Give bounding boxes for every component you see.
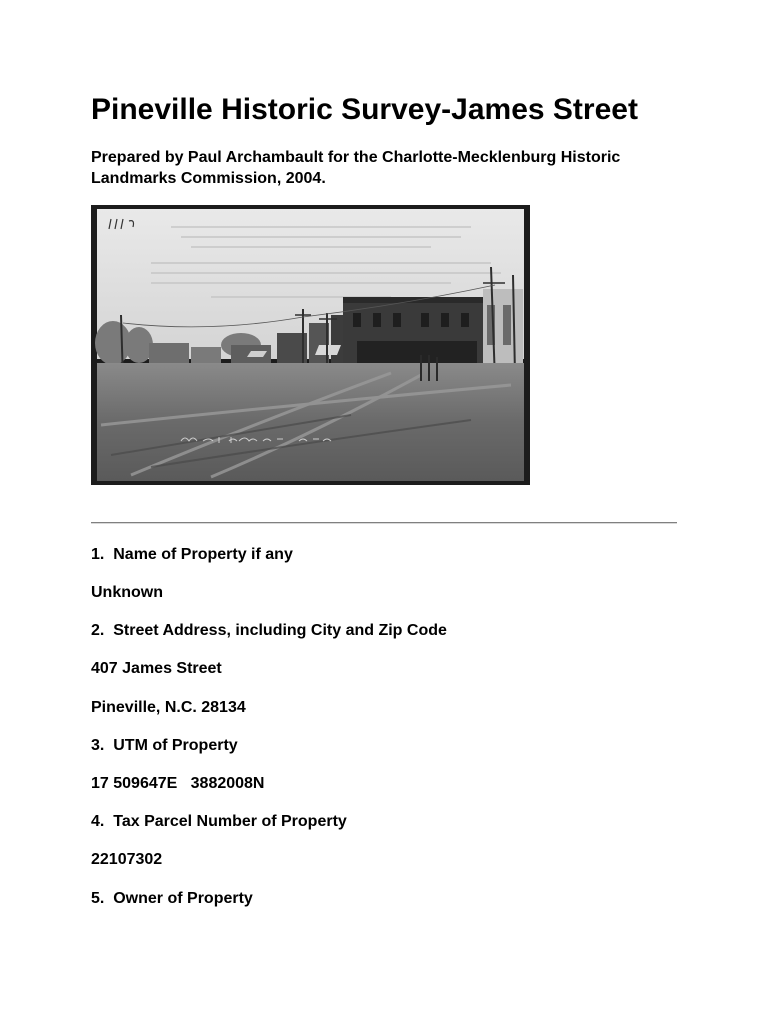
document-subtitle: Prepared by Paul Archambault for the Charlotte-Mecklenburg Historic Landmarks Commission, 2004. [91, 149, 621, 187]
section-3-heading: 3. UTM of Property [91, 737, 238, 754]
section-1-value: Unknown [91, 584, 163, 601]
section-2-value-city: Pineville, N.C. 28134 [91, 699, 246, 716]
section-1-heading: 1. Name of Property if any [91, 546, 293, 563]
section-2-value-address: 407 James Street [91, 660, 222, 677]
historic-photo [91, 205, 530, 485]
section-2-heading: 2. Street Address, including City and Zip Code [91, 622, 447, 639]
document-title: Pineville Historic Survey-James Street [91, 93, 638, 126]
section-5-heading: 5. Owner of Property [91, 890, 253, 907]
historic-photo-image [91, 205, 530, 485]
section-3-value: 17 509647E 3882008N [91, 775, 265, 792]
section-4-heading: 4. Tax Parcel Number of Property [91, 813, 347, 830]
section-4-value: 22107302 [91, 851, 163, 868]
section-divider [91, 522, 677, 524]
